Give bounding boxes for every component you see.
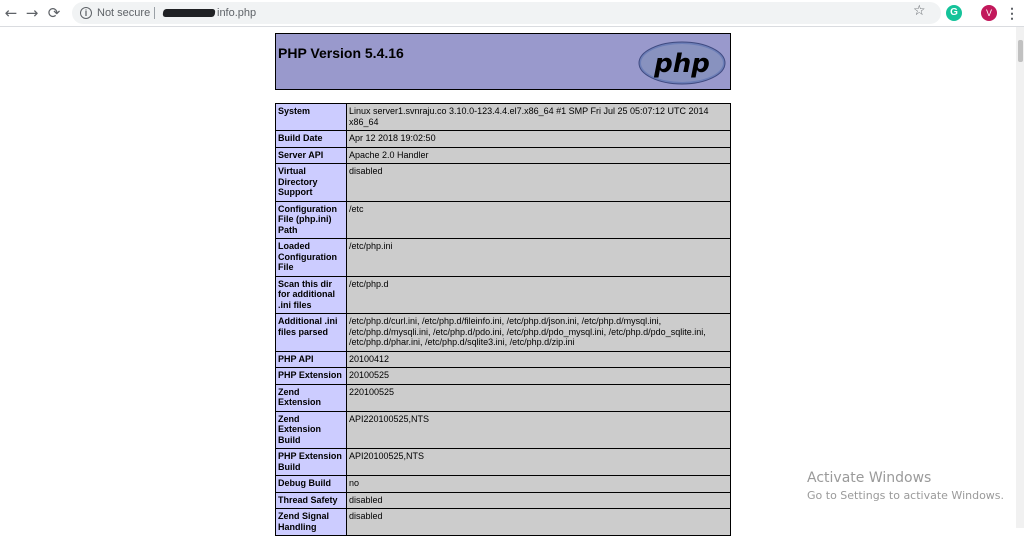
row-value: API220100525,NTS	[347, 411, 731, 449]
row-label: Scan this dir for additional .ini files	[276, 276, 347, 314]
browser-toolbar	[0, 0, 1024, 27]
row-value: API20100525,NTS	[347, 449, 731, 476]
row-label: Zend Signal Handling	[276, 509, 347, 536]
table-row	[276, 147, 731, 164]
row-label: PHP Extension Build	[276, 449, 347, 476]
row-label: Virtual Directory Support	[276, 164, 347, 202]
row-label: Server API	[276, 147, 347, 164]
row-label: Thread Safety	[276, 492, 347, 509]
forward-icon[interactable]: →	[25, 4, 39, 22]
bookmark-star-icon[interactable]: ☆	[913, 3, 926, 19]
security-label[interactable]: Not secure	[97, 7, 151, 19]
table-row	[276, 476, 731, 493]
browser-menu-icon[interactable]: ⋮	[1005, 5, 1019, 21]
activate-windows-title: Activate Windows	[807, 470, 932, 486]
page-title: PHP Version 5.4.16	[278, 45, 404, 61]
row-value: /etc/php.d	[347, 276, 731, 314]
row-value: 20100525	[347, 368, 731, 385]
php-info-table	[275, 103, 731, 536]
row-label: Configuration File (php.ini) Path	[276, 201, 347, 239]
grammarly-extension-icon[interactable]: G	[946, 5, 962, 21]
table-row	[276, 164, 731, 202]
table-row	[276, 384, 731, 411]
row-value: /etc/php.ini	[347, 239, 731, 277]
php-version-header	[275, 33, 731, 90]
row-value: Apr 12 2018 19:02:50	[347, 131, 731, 148]
row-label: Zend Extension	[276, 384, 347, 411]
row-value: disabled	[347, 492, 731, 509]
table-row	[276, 351, 731, 368]
row-label: PHP API	[276, 351, 347, 368]
back-icon[interactable]: ←	[4, 4, 18, 22]
table-row	[276, 239, 731, 277]
row-value: disabled	[347, 164, 731, 202]
profile-avatar[interactable]: V	[981, 5, 997, 21]
row-value: /etc	[347, 201, 731, 239]
url-path[interactable]: info.php	[217, 7, 257, 19]
url-divider	[154, 7, 155, 19]
scrollbar-track[interactable]	[1016, 27, 1024, 528]
table-row	[276, 104, 731, 131]
redacted-host	[162, 9, 215, 17]
php-logo-text: php	[654, 49, 710, 79]
row-label: Zend Extension Build	[276, 411, 347, 449]
row-value: 20100412	[347, 351, 731, 368]
address-bar[interactable]	[72, 2, 941, 24]
row-value: no	[347, 476, 731, 493]
row-label: Additional .ini files parsed	[276, 314, 347, 352]
row-label: PHP Extension	[276, 368, 347, 385]
row-label: Debug Build	[276, 476, 347, 493]
table-row	[276, 314, 731, 352]
table-row	[276, 131, 731, 148]
scrollbar-thumb[interactable]	[1018, 40, 1023, 62]
table-row	[276, 492, 731, 509]
row-value: 220100525	[347, 384, 731, 411]
row-label: System	[276, 104, 347, 131]
table-row	[276, 411, 731, 449]
reload-icon[interactable]: ⟳	[47, 4, 61, 22]
php-logo	[638, 41, 726, 85]
table-row	[276, 509, 731, 536]
activate-windows-subtitle: Go to Settings to activate Windows.	[807, 489, 1005, 502]
table-row	[276, 276, 731, 314]
table-row	[276, 368, 731, 385]
row-value: disabled	[347, 509, 731, 536]
row-value: /etc/php.d/curl.ini, /etc/php.d/fileinfo.ini, /etc/php.d/json.ini, /etc/php.d/mysql.ini, /etc/php.d/mysqli.ini, /etc/php.d/pdo.ini, /etc/php.d/pdo_mysql.ini, /etc/php.d/pdo_sqlite.ini, /etc/php.d/phar.ini, /etc/php.d/sqlite3.ini, /etc/php.d/zip.ini	[347, 314, 731, 352]
row-value: Apache 2.0 Handler	[347, 147, 731, 164]
info-icon[interactable]: i	[80, 7, 92, 19]
row-label: Loaded Configuration File	[276, 239, 347, 277]
table-row	[276, 201, 731, 239]
row-label: Build Date	[276, 131, 347, 148]
table-row	[276, 449, 731, 476]
row-value: Linux server1.svnraju.co 3.10.0-123.4.4.el7.x86_64 #1 SMP Fri Jul 25 05:07:12 UTC 2014 x86_64	[347, 104, 731, 131]
